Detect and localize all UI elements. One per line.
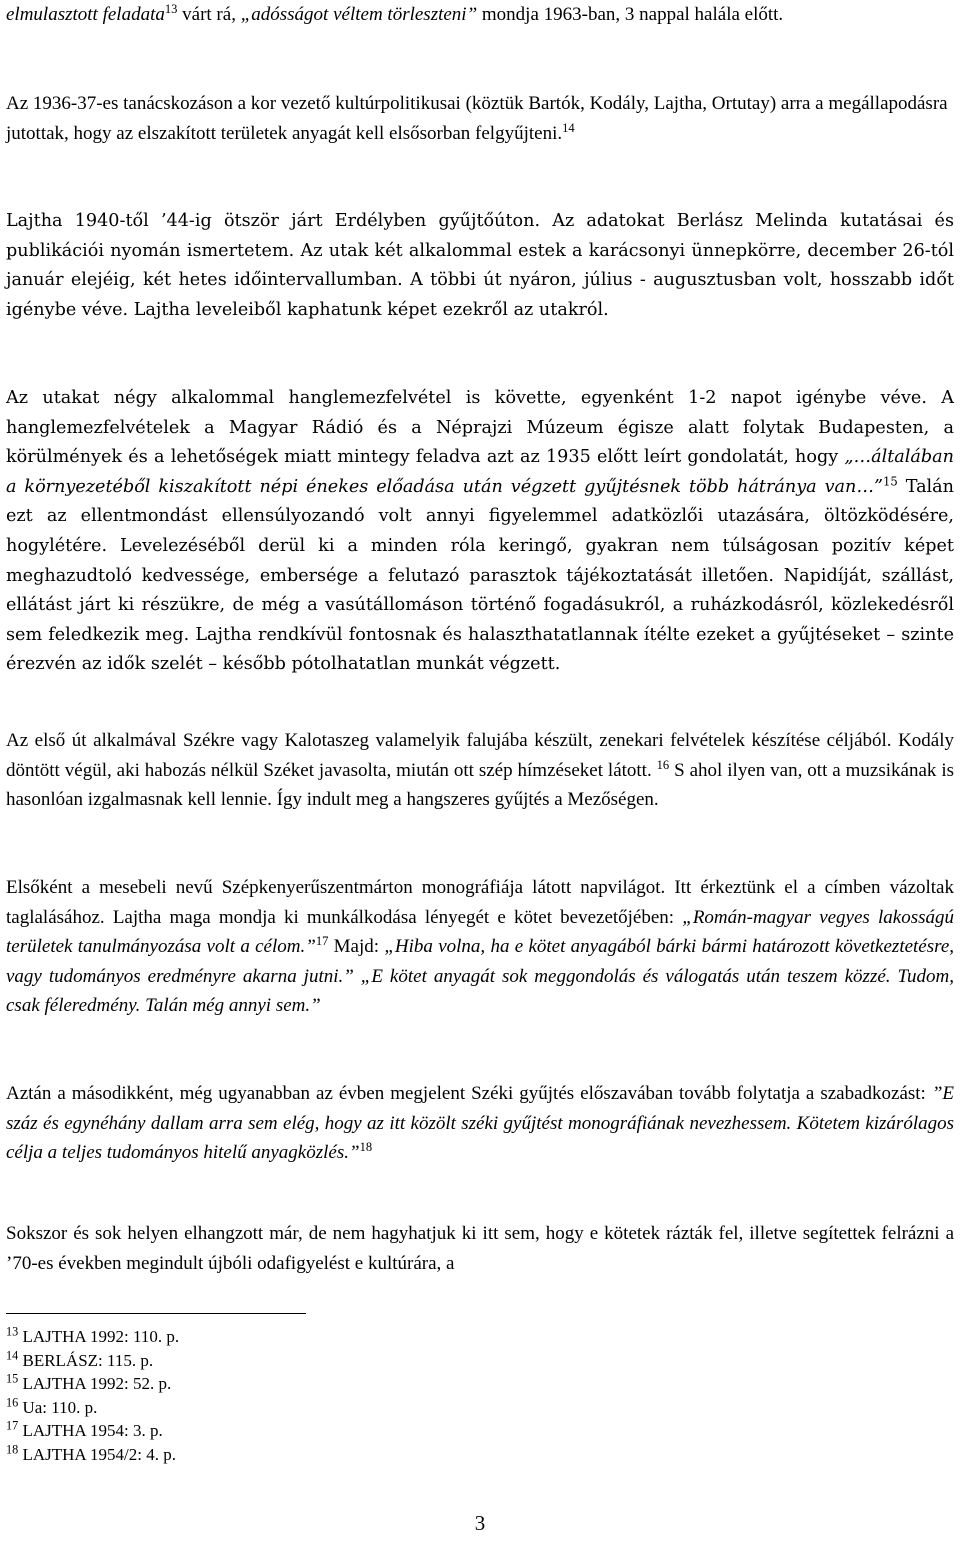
paragraph-4: Az utakat négy alkalommal hanglemezfelvétel is követte, egyenként 1-2 napot igénybe véve. A hanglemezfelvételek a Magyar Rádió és a Néprajzi Múzeum égisze alatt folytak Budapesten, a körülmények és a lehetőségek miatt mintegy feladva azt az 1935 előtt leírt gondolatát, hogy „…általában a környezetéből kiszakított népi énekes előadása után végzett gyűjtésnek több hátránya van…”$^{15}$ Talán ezt az ellentmondást ellensúlyozandó volt annyi figyelemmel adatközlői utazására, öltözködésére, hogylétére. Levelezéséből derül ki a minden róla keringő, gyakran nem túlságosan pozitív képet meghazudtoló kedvessége, embersége a felutazó parasztok tájékoztatását illetően. Napidíját, szállást, ellátást járt ki részükre, de még a vasútállomáson történő fogadásukról, a ruházkodásról, közlekedésről sem feledkezik meg. Lajtha rendkívül fontosnak és halaszthatatlannak ítélte ezeket a gyűjtéseket – szinte érezvén az idők szelét – később pótolhatatlan munkát végzett. [6, 388, 954, 675]
footnotes [6, 1325, 506, 1467]
quotation: „Román-magyar vegyes lakosságú területek tanulmányozása volt a célom.” [6, 906, 954, 958]
paragraph-8: Sokszor és sok helyen elhangzott már, de nem hagyhatjuk ki itt sem, hogy e kötetek rázták fel, illetve segítettek felrázni a ’70-es években megindult újbóli odafigyelést e kultúrára, a [6, 1223, 954, 1274]
footnote-15: $^{15}$ LAJTHA 1992: 52. p. [6, 1371, 172, 1394]
paragraph-6: Elsőként a mesebeli nevű Szépkenyerűszentmárton monográfiája látott napvilágot. Itt érkeztünk el a címben vázoltak taglalásához. Lajtha maga mondja ki munkálkodása lényegét e kötet bevezetőjében: „Román-magyar vegyes lakosságú területek tanulmányozása volt a célom.”$^{17}$ Majd: „Hiba volna, ha e kötet anyagából bárki bármi határozott következtetésre, vagy tudományos eredményre akarna jutni.” „E kötet anyagát sok meggondolás és válogatás után teszem közzé. Tudom, csak féleredmény. Talán még annyi sem.” [6, 877, 955, 1017]
footnote-18: $^{18}$ LAJTHA 1954/2: 4. p. [6, 1442, 176, 1464]
paragraph-7: Aztán a másodikként, még ugyanabban az évben megjelent Széki gyűjtés előszavában tovább folytatja a szabadkozást: ”E száz és egynéhány dallam arra sem elég, hogy az itt közölt széki gyűjtést monográfiának nevezhessem. Kötetem kizárólagos célja a teljes tudományos hitelű anyagközlés.”$^{18}$ [6, 1083, 954, 1164]
page-number: 3 [474, 1511, 486, 1535]
footnote-ref-17[interactable]: 17 [315, 934, 329, 949]
quotation: „adósságot véltem törleszteni” [240, 4, 478, 25]
paragraph-3: Lajtha 1940-től ’44-ig ötször járt Erdélyben gyűjtőúton. Az adatokat Berlász Melinda kutatásai és publikációi nyomán ismertetem. Az utak két alkalommal estek a karácsonyi ünnepkörre, december 26-tól január elejéig, két hetes időintervallumban. A többi út nyáron, július - augusztusban volt, hosszabb időt igénybe véve. Lajtha leveleiből kaphatunk képet ezekről az utakról. [6, 211, 954, 320]
footnote-separator [6, 1313, 306, 1314]
document-page [6, 0, 954, 1545]
quotation: „…általában a környezetéből kiszakított népi énekes előadása után végzett gyűjtésnek több hátránya van…” [6, 447, 954, 497]
footnote-ref-16[interactable]: 16 [656, 757, 670, 772]
footnote-14: $^{14}$ BERLÁSZ: 115. p. [6, 1347, 154, 1370]
footnote-ref-18[interactable]: 18 [359, 1140, 373, 1155]
footnote-17: $^{17}$ LAJTHA 1954: 3. p. [6, 1418, 163, 1441]
italic-phrase: elmulasztott feladata [6, 4, 165, 25]
footnote-ref-13[interactable]: 13 [164, 2, 178, 17]
quotation: ”E száz és egynéhány dallam arra sem elég, hogy az itt közölt széki gyűjtést monográfiának nevezhessem. Kötetem kizárólagos célja a teljes tudományos hitelű anyagközlés.” [6, 1083, 954, 1164]
footnote-ref-15[interactable]: 15 [882, 474, 898, 489]
footnote-13: $^{13}$ LAJTHA 1992: 110. p. [6, 1324, 180, 1346]
paragraph-2: Az 1936-37-es tanácskozáson a kor vezető kultúrpolitikusai (köztük Bartók, Kodály, Lajtha, Ortutay) arra a megállapodásra jutottak, hogy az elszakított területek anyagát kell elsősorban felgyűjteni.$^{14}$ [6, 93, 948, 144]
footnote-16: $^{16}$ Ua: 110. p. [6, 1395, 98, 1417]
quotation: „Hiba volna, ha e kötet anyagából bárki bármi határozott következtetésre, vagy tudományos eredményre akarna jutni.” „E kötet anyagát sok meggondolás és válogatás után teszem közzé. Tudom, csak féleredmény. Talán még annyi sem.” [6, 936, 955, 1017]
paragraph-5: Az első út alkalmával Székre vagy Kalotaszeg valamelyik falujába készült, zenekari felvételek készítése céljából. Kodály döntött végül, aki habozás nélkül Széket javasolta, miután ott szép hímzéseket látott. $^{16}$ S ahol ilyen van, ott a muzsikának is hasonlóan izgalmasnak kell lennie. Így indult meg a hangszeres gyűjtés a Mezőségen. [6, 730, 955, 811]
paragraph-1: elmulasztott feladata$^{13}$ várt rá, „adósságot véltem törleszteni” mondja 1963-ban, 3 nappal halála előtt. [6, 2, 784, 25]
footnote-ref-14[interactable]: 14 [562, 120, 575, 135]
